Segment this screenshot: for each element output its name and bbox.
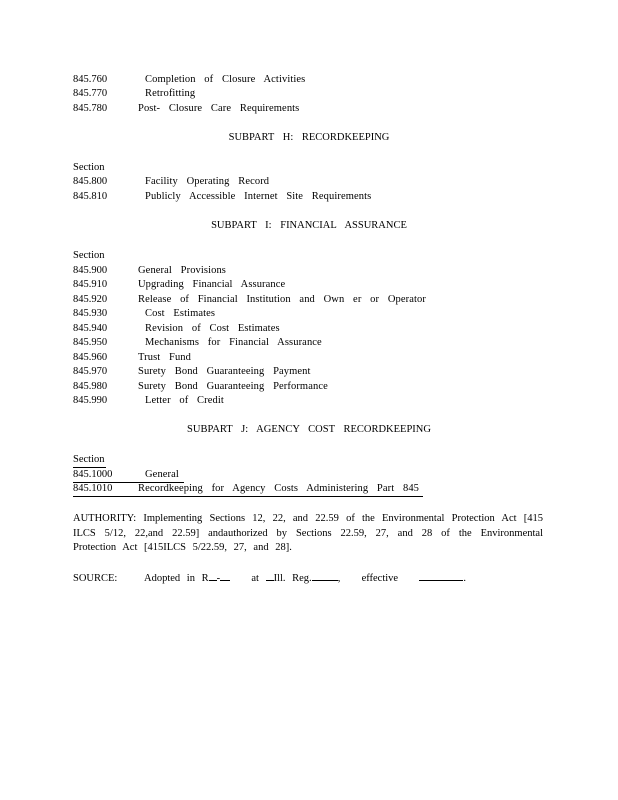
section-title: Publicly Accessible Internet Site Requirements xyxy=(145,191,372,202)
section-title: Release of Financial Institution and Own er or Operator xyxy=(138,294,426,305)
section-number: 845.1010 xyxy=(73,483,113,494)
section-title: Mechanisms for Financial Assurance xyxy=(145,337,322,348)
section-number: 845.800 xyxy=(73,176,108,187)
source-effective: effective xyxy=(361,573,399,584)
source-reg: Ill. Reg. xyxy=(273,573,312,584)
blank-field xyxy=(209,570,217,581)
section-number: 845.980 xyxy=(73,381,108,392)
section-title: Surety Bond Guaranteeing Payment xyxy=(138,366,311,377)
section-label: Section xyxy=(73,250,105,261)
section-title: Post- Closure Care Requirements xyxy=(138,103,300,114)
section-number: 845.940 xyxy=(73,323,108,334)
section-title: Retrofitting xyxy=(145,88,196,99)
section-number: 845.1000 xyxy=(73,469,113,480)
blank-field xyxy=(220,570,230,581)
section-title: Upgrading Financial Assurance xyxy=(138,279,286,290)
section-title: Surety Bond Guaranteeing Performance xyxy=(138,381,328,392)
source-adopted: Adopted in R xyxy=(144,573,209,584)
section-label: Section xyxy=(73,453,106,468)
section-label: Section xyxy=(73,162,105,173)
section-title: Cost Estimates xyxy=(145,308,216,319)
section-title: Recordkeeping for Agency Costs Administering Part 845 xyxy=(138,483,420,494)
section-number: 845.970 xyxy=(73,366,108,377)
subpart-j-heading: SUBPART J: AGENCY COST RECORDKEEPING xyxy=(187,424,431,435)
section-number: 845.780 xyxy=(73,103,108,114)
section-row xyxy=(73,482,423,497)
section-title: Trust Fund xyxy=(138,352,192,363)
section-number: 845.930 xyxy=(73,308,108,319)
source-line: SOURCE: Adopted in R - at Ill. Reg. , effective . xyxy=(73,570,466,584)
section-title: Completion of Closure Activities xyxy=(145,74,306,85)
blank-field xyxy=(419,570,463,581)
section-number: 845.950 xyxy=(73,337,108,348)
subpart-h-heading: SUBPART H: RECORDKEEPING xyxy=(228,132,390,143)
subpart-i-heading: SUBPART I: FINANCIAL ASSURANCE xyxy=(211,220,407,231)
section-number: 845.920 xyxy=(73,294,108,305)
section-title: Letter of Credit xyxy=(145,395,224,406)
source-at: at xyxy=(251,573,259,584)
section-row xyxy=(73,468,184,483)
authority-paragraph: AUTHORITY: Implementing Sections 12, 22, and 22.59 of the Environmental Protection Act [415 ILCS 5/12, 22,and 22.59] andauthorized by Sections 22.59, 27, and 28 of the Environmental Protection Act [415ILCS 5/22.59, 27, and 28]. xyxy=(73,513,543,553)
blank-field xyxy=(312,570,338,581)
section-title: Facility Operating Record xyxy=(145,176,270,187)
blank-field xyxy=(266,570,274,581)
section-number: 845.990 xyxy=(73,395,108,406)
section-title: General Provisions xyxy=(138,265,226,276)
section-title: General xyxy=(145,469,179,480)
section-number: 845.760 xyxy=(73,74,108,85)
section-title: Revision of Cost Estimates xyxy=(145,323,280,334)
section-number: 845.770 xyxy=(73,88,108,99)
section-number: 845.900 xyxy=(73,265,108,276)
source-label: SOURCE: xyxy=(73,573,118,584)
section-number: 845.810 xyxy=(73,191,108,202)
section-number: 845.960 xyxy=(73,352,108,363)
section-number: 845.910 xyxy=(73,279,108,290)
